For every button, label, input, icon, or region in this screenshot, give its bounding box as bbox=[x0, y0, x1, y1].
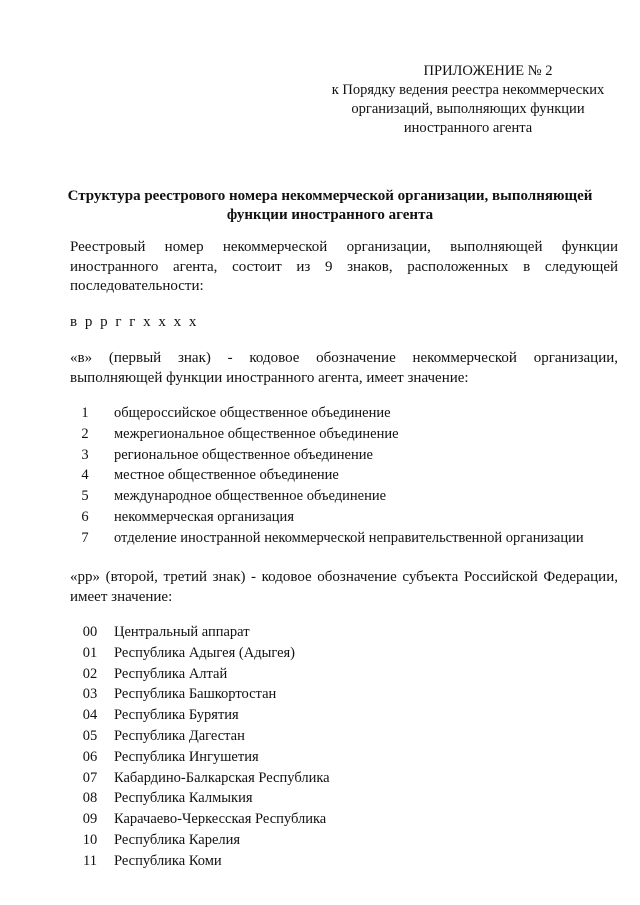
item-label: отделение иностранной некоммерческой неправительственной организации bbox=[114, 529, 584, 546]
item-code: 08 bbox=[82, 790, 98, 807]
item-label: Республика Коми bbox=[114, 852, 222, 869]
appendix-header bbox=[318, 62, 618, 138]
item-code: 02 bbox=[82, 665, 98, 682]
list-item bbox=[70, 768, 330, 789]
appendix-number: ПРИЛОЖЕНИЕ № 2 bbox=[423, 63, 553, 79]
list-item bbox=[70, 830, 330, 851]
list-item bbox=[70, 809, 330, 830]
item-label: Республика Калмыкия bbox=[114, 790, 253, 807]
item-code: 09 bbox=[82, 811, 98, 828]
item-code: 6 bbox=[81, 508, 89, 525]
item-label: межрегиональное общественное объединение bbox=[114, 425, 399, 442]
first-sign-list bbox=[70, 403, 584, 549]
list-item bbox=[70, 403, 584, 424]
list-item bbox=[70, 788, 330, 809]
item-code: 4 bbox=[81, 467, 89, 484]
item-label: Республика Карелия bbox=[114, 831, 241, 848]
list-item bbox=[70, 726, 330, 747]
item-code: 01 bbox=[82, 644, 98, 661]
list-item bbox=[70, 622, 330, 643]
item-label: международное общественное объединение bbox=[114, 488, 387, 505]
document-title bbox=[60, 187, 600, 225]
list-item bbox=[70, 507, 584, 528]
list-item bbox=[70, 424, 584, 445]
item-label: Республика Дагестан bbox=[114, 727, 245, 744]
intro-paragraph: Реестровый номер некоммерческой организации, выполняющей функции иностранного агента, состоит из 9 знаков, расположенных в следующей последовательности: bbox=[70, 239, 618, 294]
list-item bbox=[70, 445, 584, 466]
second-sign-list bbox=[70, 622, 330, 872]
item-code: 7 bbox=[81, 529, 89, 546]
item-label: общероссийское общественное объединение bbox=[114, 405, 391, 421]
list-item bbox=[70, 684, 330, 705]
item-label: некоммерческая организация bbox=[114, 508, 294, 525]
item-label: Республика Башкортостан bbox=[114, 686, 277, 703]
second-sign-description: «рр» (второй, третий знак) - кодовое обозначение субъекта Российской Федерации, имеет значение: bbox=[70, 569, 618, 605]
item-code: 11 bbox=[83, 852, 97, 869]
list-item bbox=[70, 528, 584, 549]
item-code: 05 bbox=[82, 727, 98, 744]
item-label: Кабардино-Балкарская Республика bbox=[114, 769, 330, 786]
item-label: местное общественное объединение bbox=[114, 467, 339, 484]
title-line: функции иностранного агента bbox=[226, 207, 434, 223]
item-code: 03 bbox=[82, 686, 98, 703]
item-label: Карачаево-Черкесская Республика bbox=[114, 811, 327, 828]
appendix-line: к Порядку ведения реестра некоммерческих bbox=[331, 82, 605, 98]
item-label: региональное общественное объединение bbox=[114, 446, 373, 463]
item-code: 5 bbox=[81, 488, 89, 505]
item-code: 06 bbox=[82, 748, 98, 765]
item-code: 1 bbox=[81, 405, 89, 421]
item-label: Центральный аппарат bbox=[114, 624, 250, 640]
item-code: 04 bbox=[82, 707, 98, 724]
item-label: Республика Алтай bbox=[114, 665, 228, 682]
item-code: 10 bbox=[82, 831, 98, 848]
item-label: Республика Адыгея (Адыгея) bbox=[114, 644, 296, 661]
list-item bbox=[70, 747, 330, 768]
item-code: 3 bbox=[81, 446, 89, 463]
item-code: 07 bbox=[82, 769, 98, 786]
item-code: 00 bbox=[82, 624, 98, 640]
appendix-line: организаций, выполняющих функции bbox=[351, 101, 585, 117]
list-item bbox=[70, 643, 330, 664]
item-label: Республика Ингушетия bbox=[114, 748, 259, 765]
appendix-line: иностранного агента bbox=[403, 120, 533, 136]
list-item bbox=[70, 664, 330, 685]
list-item bbox=[70, 705, 330, 726]
list-item bbox=[70, 851, 330, 872]
item-label: Республика Бурятия bbox=[114, 707, 239, 724]
code-pattern: в р р г г х х х х bbox=[70, 314, 198, 330]
list-item bbox=[70, 486, 584, 507]
first-sign-description: «в» (первый знак) - кодовое обозначение некоммерческой организации, выполняющей функции иностранного агента, имеет значение: bbox=[70, 350, 618, 386]
item-code: 2 bbox=[81, 425, 89, 442]
list-item bbox=[70, 465, 584, 486]
title-line: Структура реестрового номера некоммерческой организации, выполняющей bbox=[67, 188, 593, 204]
